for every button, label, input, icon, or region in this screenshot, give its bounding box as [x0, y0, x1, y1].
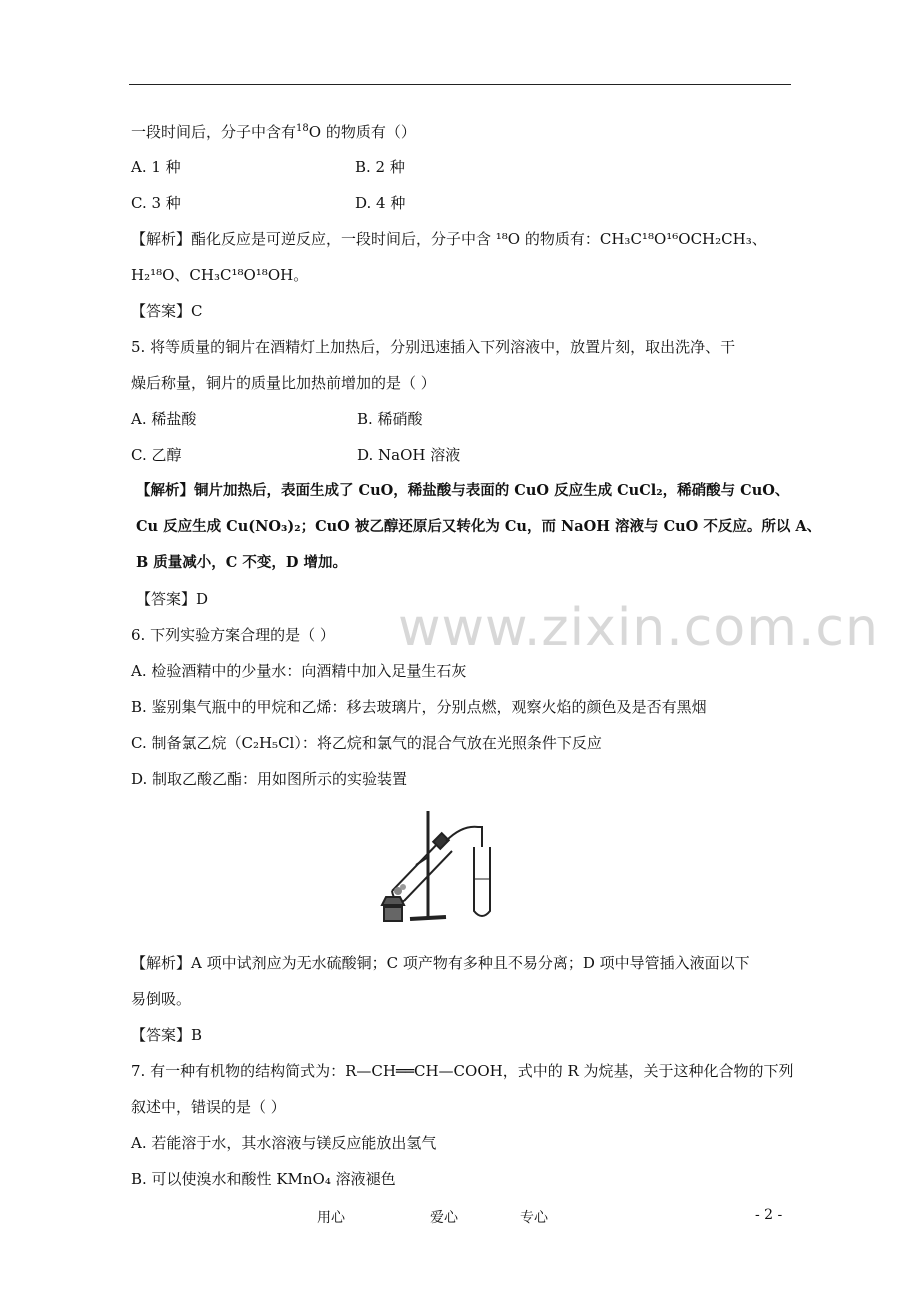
q4-option-b: B. 2 种 [355, 158, 405, 176]
q7-stem-line-1: 7. 有一种有机物的结构简式为：R—CH══CH—COOH，式中的 R 为烷基，关于这种化合物的下列 [131, 1062, 794, 1080]
q4-stem: 一段时间后，分子中含有$^{18}$O 的物质有（） [131, 123, 416, 141]
footer-motto-3: 专心 [520, 1210, 548, 1226]
q6-analysis-line-1: 【解析】A 项中试剂应为无水硫酸铜；C 项产物有多种且不易分离；D 项中导管插入液面以下 [131, 954, 750, 972]
q4-option-d: D. 4 种 [355, 194, 406, 212]
q6-option-a: A. 检验酒精中的少量水：向酒精中加入足量生石灰 [131, 662, 467, 680]
footer-motto-2: 爱心 [430, 1210, 458, 1226]
q4-analysis-line-2: H₂¹⁸O、CH₃C¹⁸O¹⁸OH。 [131, 266, 309, 284]
ester-apparatus-figure [370, 805, 510, 927]
q4-answer: 【答案】C [131, 302, 203, 320]
page-number: - 2 - [755, 1207, 783, 1223]
q6-analysis-line-2: 易倒吸。 [131, 990, 192, 1008]
q5-option-c: C. 乙醇 [131, 446, 182, 464]
header-rule [129, 84, 791, 85]
q7-option-b: B. 可以使溴水和酸性 KMnO₄ 溶液褪色 [131, 1170, 396, 1188]
q7-option-a: A. 若能溶于水，其水溶液与镁反应能放出氢气 [131, 1134, 437, 1152]
q7-stem-line-2: 叙述中，错误的是（ ） [131, 1098, 286, 1116]
q5-analysis-line-2: Cu 反应生成 Cu(NO₃)₂；CuO 被乙醇还原后又转化为 Cu，而 NaOH 溶液与 CuO 不反应。所以 A、 [136, 518, 822, 535]
q5-option-d: D. NaOH 溶液 [357, 446, 461, 464]
q6-answer: 【答案】B [131, 1026, 203, 1044]
q5-option-a: A. 稀盐酸 [131, 410, 197, 428]
q6-option-c: C. 制备氯乙烷（C₂H₅Cl）：将乙烷和氯气的混合气放在光照条件下反应 [131, 734, 602, 752]
q4-option-a: A. 1 种 [131, 158, 181, 176]
q5-analysis-line-3: B 质量减小，C 不变，D 增加。 [136, 554, 348, 571]
q5-answer: 【答案】D [136, 590, 209, 608]
q6-option-b: B. 鉴别集气瓶中的甲烷和乙烯：移去玻璃片，分别点燃，观察火焰的颜色及是否有黑烟 [131, 698, 707, 716]
q5-stem-line-2: 燥后称量，铜片的质量比加热前增加的是（ ） [131, 374, 436, 392]
watermark: www.zixin.com.cn [398, 598, 879, 658]
q4-option-c: C. 3 种 [131, 194, 181, 212]
footer-motto-1: 用心 [317, 1210, 345, 1226]
q6-stem: 6. 下列实验方案合理的是（ ） [131, 626, 335, 644]
q5-option-b: B. 稀硝酸 [357, 410, 423, 428]
q5-analysis-line-1: 【解析】铜片加热后，表面生成了 CuO，稀盐酸与表面的 CuO 反应生成 CuCl₂，稀硝酸与 CuO、 [136, 482, 790, 499]
q4-analysis-line-1: 【解析】酯化反应是可逆反应，一段时间后，分子中含 ¹⁸O 的物质有：CH₃C¹⁸O¹⁶OCH₂CH₃、 [131, 230, 767, 248]
q5-stem-line-1: 5. 将等质量的铜片在酒精灯上加热后，分别迅速插入下列溶液中，放置片刻，取出洗净、干 [131, 338, 736, 356]
q6-option-d: D. 制取乙酸乙酯：用如图所示的实验装置 [131, 770, 408, 788]
